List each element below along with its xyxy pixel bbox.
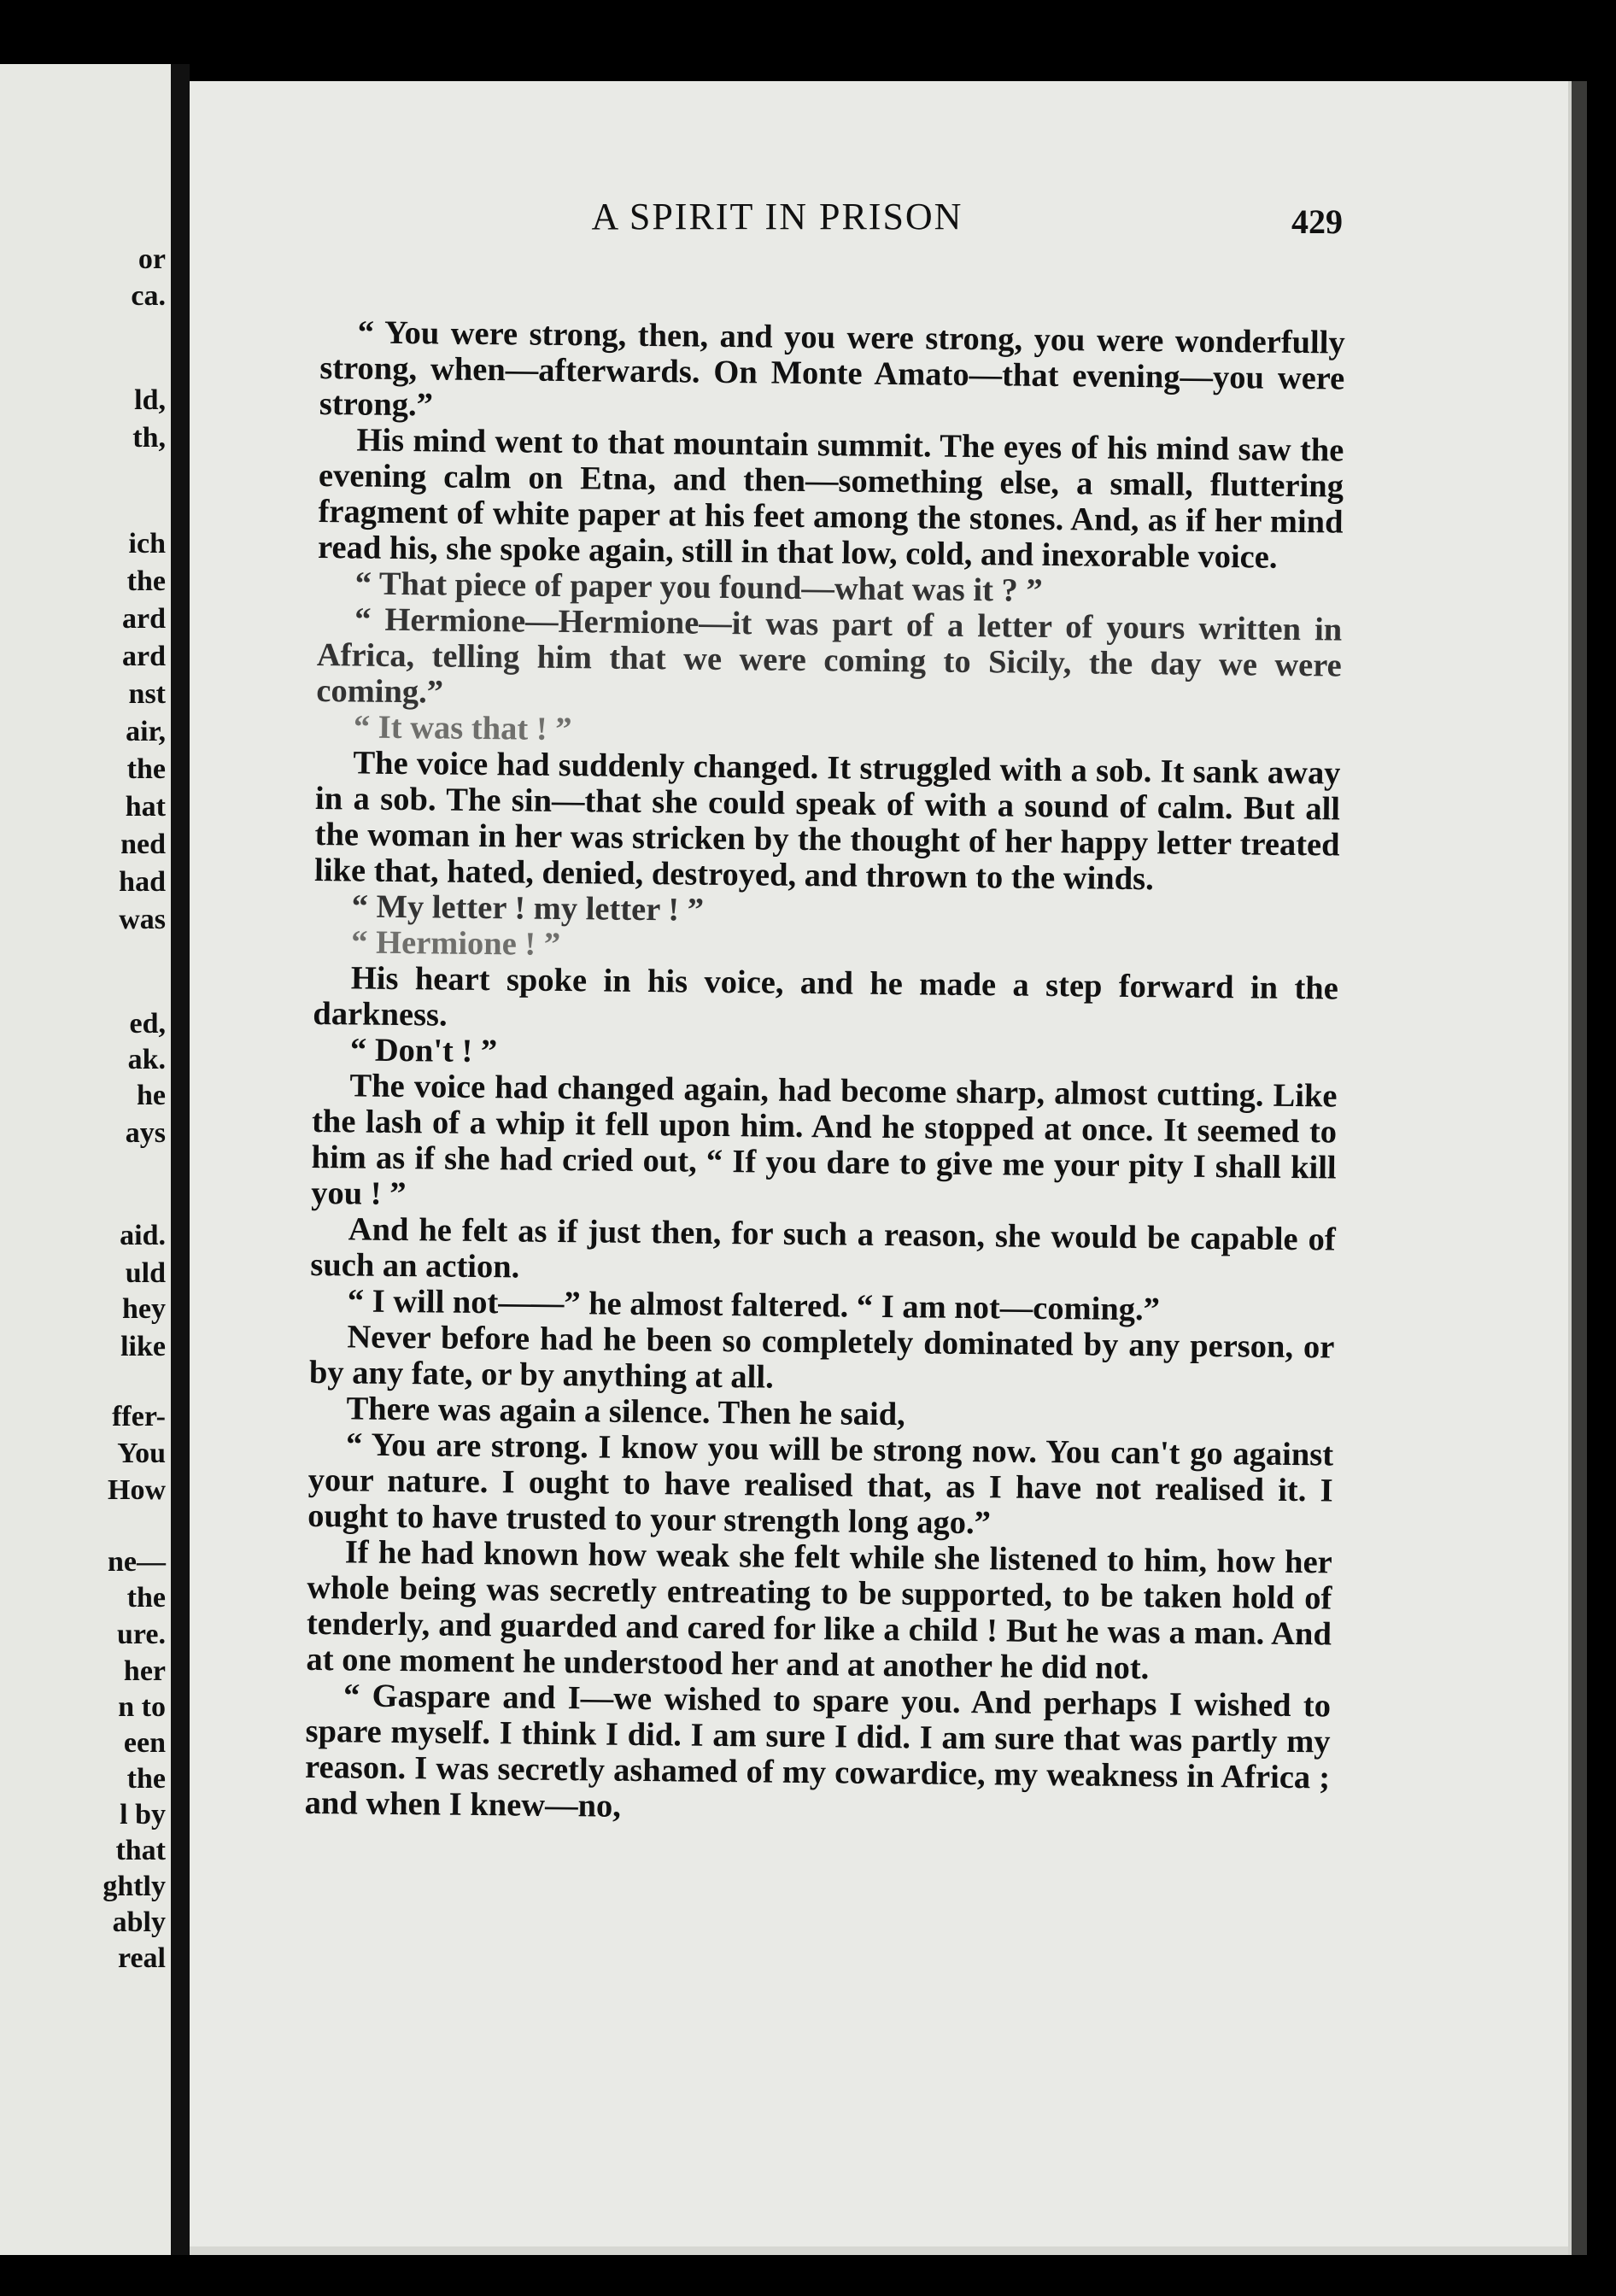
paragraph: “ My letter ! my letter ! ”: [351, 888, 705, 928]
paragraph: “ I will not——” he almost faltered. “ I am not—coming.”: [347, 1283, 1161, 1328]
left-facing-page: [0, 64, 174, 2255]
paragraph: “ Don't ! ”: [349, 1032, 498, 1070]
paragraph: “ That piece of paper you found—what was it ? ”: [354, 565, 1043, 609]
left-page-line-fragment: How: [108, 1474, 166, 1506]
paragraph: “ Hermione—Hermione—it was part of a letter of yours written in Africa, telling him that we were coming to Sicily, the day we were coming.”: [316, 601, 1343, 711]
running-head: A SPIRIT IN PRISON: [591, 196, 963, 237]
left-page-line-fragment: ne—: [108, 1546, 166, 1578]
paragraph: His mind went to that mountain summit. The eyes of his mind saw the evening calm on Etna, and then—something else, a small, fluttering fragment of white paper at his feet among the stones. And, as if her mind read his, she spoke again, still in that low, cold, and inexorable voice.: [317, 422, 1344, 576]
left-page-line-fragment: ard: [122, 641, 166, 672]
left-page-line-fragment: ure.: [117, 1619, 166, 1650]
left-page-line-fragment: ays: [125, 1117, 166, 1149]
left-page-line-fragment: aid.: [120, 1220, 166, 1251]
left-page-line-fragment: or: [138, 243, 166, 275]
paragraph: His heart spoke in his voice, and he made a step forward in the darkness.: [313, 960, 1339, 1034]
left-page-line-fragment: the: [126, 1582, 166, 1614]
left-page-line-fragment: the: [126, 753, 166, 785]
left-page-line-fragment: th,: [132, 422, 166, 454]
paragraph: If he had known how weak she felt while she listened to him, how her whole being was secretly entreating to be supported, to be taken hold of tenderly, and guarded and cared for like a child ! But he was a man. And at one moment he understood her and at another he did not.: [306, 1534, 1332, 1687]
page-text-body: [305, 314, 1345, 1831]
left-page-line-fragment: You: [117, 1438, 166, 1469]
paragraph: Never before had he been so completely dominated by any person, or by any fate, or by anything at all.: [308, 1319, 1335, 1396]
book-gutter: [171, 64, 190, 2255]
left-page-line-fragment: was: [119, 904, 166, 935]
left-page-line-fragment: nst: [128, 678, 166, 710]
paragraph: “ Gaspare and I—we wished to spare you. And perhaps I wished to spare myself. I think I did. I am sure I did. I am sure that was partly my reason. I was secretly ashamed of my cowardice, my weakness in Africa ; and when I knew—no,: [304, 1678, 1332, 1824]
left-page-line-fragment: real: [117, 1942, 166, 1974]
left-page-line-fragment: ca.: [131, 280, 166, 312]
left-page-line-fragment: ard: [122, 603, 166, 635]
left-page-line-fragment: ld,: [134, 384, 166, 416]
left-page-line-fragment: uld: [125, 1257, 166, 1289]
paragraph: The voice had suddenly changed. It struggled with a sob. It sank away in a sob. The sin—that she could speak of with a sound of calm. But all the woman in her was stricken by the thought of her happy letter treated like that, hated, denied, destroyed, and thrown to the winds.: [313, 745, 1341, 898]
left-page-line-fragment: l by: [120, 1799, 166, 1830]
left-page-line-fragment: een: [123, 1727, 166, 1759]
left-page-line-fragment: ned: [120, 829, 166, 860]
left-page-line-fragment: he: [137, 1080, 166, 1111]
paragraph: “ You are strong. I know you will be strong now. You can't go against your nature. I ought to have realised that, as I have not realised it. I ought to have trusted to your strength long ago.”: [307, 1426, 1334, 1542]
left-page-line-fragment: air,: [126, 716, 166, 747]
paragraph: “ Hermione ! ”: [351, 924, 561, 963]
left-page-line-fragment: hey: [122, 1293, 166, 1325]
left-page-line-fragment: that: [115, 1835, 166, 1866]
paragraph: And he felt as if just then, for such a reason, she would be capable of such an action.: [310, 1211, 1336, 1286]
left-page-line-fragment: the: [126, 565, 166, 597]
page-number: 429: [1291, 202, 1343, 241]
paragraph: The voice had changed again, had become sharp, almost cutting. Like the lash of a whip it fell upon him. And he stopped at once. It seemed to him as if she had cried out, “ If you dare to give me your pity I shall kill you ! ”: [311, 1068, 1338, 1213]
paragraph: There was again a silence. Then he said,: [346, 1391, 905, 1433]
page-edge: [1572, 81, 1587, 2255]
paragraph: “ It was that ! ”: [353, 709, 572, 748]
left-page-line-fragment: ffer-: [112, 1401, 166, 1432]
left-page-line-fragment: had: [119, 866, 166, 898]
left-page-line-fragment: ed,: [129, 1008, 166, 1040]
left-page-line-fragment: n to: [118, 1691, 166, 1723]
left-page-line-fragment: ghtly: [102, 1871, 166, 1902]
left-page-line-fragment: ak.: [127, 1044, 166, 1075]
left-page-line-fragment: like: [120, 1331, 166, 1362]
paragraph: “ You were strong, then, and you were strong, you were wonderfully strong, when—afterwards. On Monte Amato—that evening—you were strong.”: [319, 314, 1345, 424]
left-page-line-fragment: the: [126, 1763, 166, 1795]
left-page-line-fragment: hat: [125, 791, 166, 823]
left-page-line-fragment: ably: [112, 1906, 166, 1938]
left-page-line-fragment: ich: [128, 528, 166, 559]
left-page-line-fragment: her: [123, 1655, 166, 1687]
